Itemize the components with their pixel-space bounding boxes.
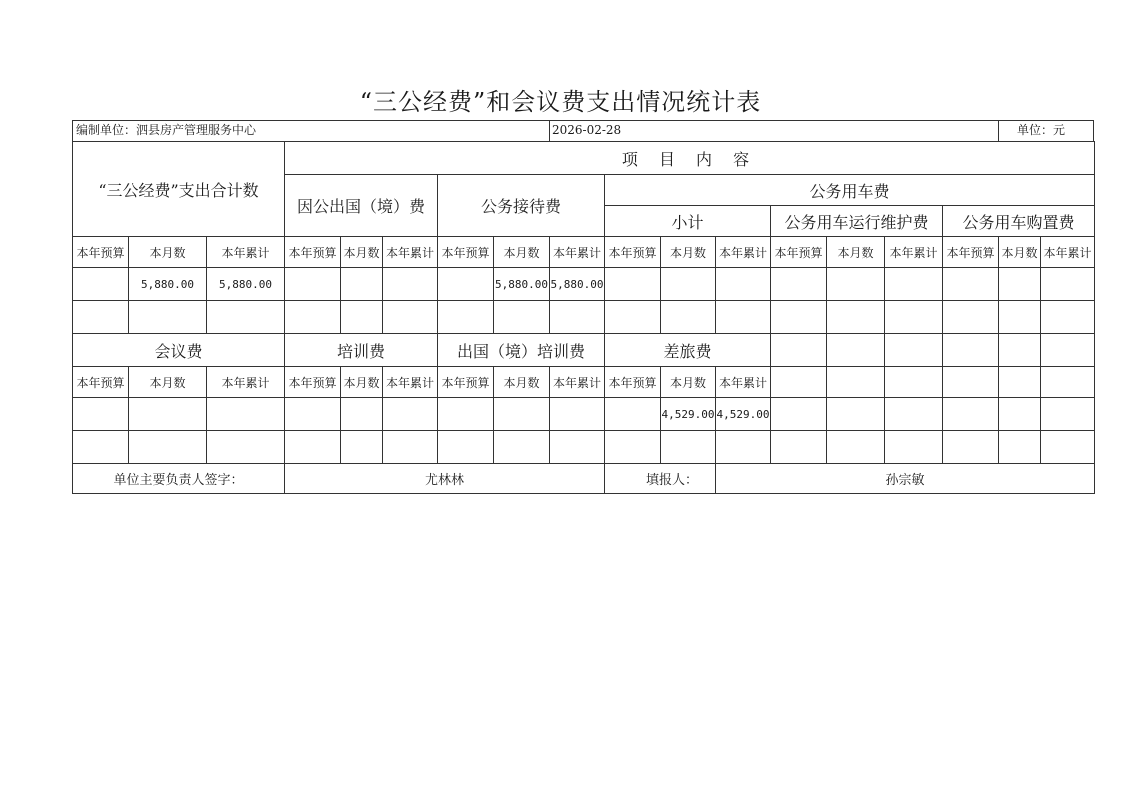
table-cell: [943, 334, 999, 367]
table-cell: [1041, 301, 1095, 334]
currency-unit: 单位：元: [1017, 123, 1066, 137]
col-month: 本月数: [494, 367, 550, 398]
col-cumulative: 本年累计: [383, 237, 438, 268]
travel-cumulative-value: 4,529.00: [716, 398, 771, 431]
table-cell: [885, 367, 943, 398]
table-cell: [661, 301, 716, 334]
col-budget: 本年预算: [438, 367, 494, 398]
table-cell: [438, 398, 494, 431]
col-cumulative: 本年累计: [207, 237, 285, 268]
col-cumulative: 本年累计: [716, 237, 771, 268]
table-cell: [207, 301, 285, 334]
col-budget: 本年预算: [285, 237, 341, 268]
table-cell: [1041, 268, 1095, 301]
table-cell: [827, 431, 885, 464]
col-month: 本月数: [129, 237, 207, 268]
table-cell: [341, 431, 383, 464]
table-cell: [73, 268, 129, 301]
table-cell: [716, 268, 771, 301]
table-cell: [285, 268, 341, 301]
table-cell: [341, 301, 383, 334]
table-cell: [827, 367, 885, 398]
meeting-header: 会议费: [73, 334, 285, 367]
col-month: 本月数: [999, 237, 1041, 268]
table-cell: [885, 301, 943, 334]
table-cell: [943, 367, 999, 398]
header-divider: [549, 120, 550, 141]
table-cell: [827, 268, 885, 301]
col-budget: 本年预算: [73, 367, 129, 398]
table-cell: [285, 398, 341, 431]
header-divider: [998, 120, 999, 141]
table-cell: [73, 398, 129, 431]
col-cumulative: 本年累计: [383, 367, 438, 398]
col-month: 本月数: [661, 367, 716, 398]
table-cell: [605, 431, 661, 464]
table-cell: [771, 301, 827, 334]
total-header: “三公经费”支出合计数: [73, 142, 285, 237]
table-cell: [341, 268, 383, 301]
total-cumulative-value: 5,880.00: [207, 268, 285, 301]
training-header: 培训费: [285, 334, 438, 367]
col-month: 本月数: [341, 367, 383, 398]
reception-cumulative-value: 5,880.00: [550, 268, 605, 301]
abroad-header: 因公出国（境）费: [285, 175, 438, 237]
table-cell: [999, 398, 1041, 431]
table-cell: [943, 431, 999, 464]
reception-month-value: 5,880.00: [494, 268, 550, 301]
col-cumulative: 本年累计: [716, 367, 771, 398]
table-cell: [341, 398, 383, 431]
table-cell: [999, 367, 1041, 398]
table-cell: [1041, 334, 1095, 367]
table-cell: [771, 334, 827, 367]
table-cell: [494, 398, 550, 431]
table-cell: [885, 398, 943, 431]
table-cell: [207, 398, 285, 431]
table-cell: [943, 268, 999, 301]
table-cell: [129, 398, 207, 431]
table-cell: [1041, 398, 1095, 431]
table-cell: [1041, 367, 1095, 398]
table-cell: [661, 431, 716, 464]
col-cumulative: 本年累计: [207, 367, 285, 398]
table-cell: [285, 431, 341, 464]
expense-table: [72, 141, 1095, 494]
col-budget: 本年预算: [73, 237, 129, 268]
reception-header: 公务接待费: [438, 175, 605, 237]
col-month: 本月数: [661, 237, 716, 268]
table-cell: [129, 431, 207, 464]
col-budget: 本年预算: [605, 237, 661, 268]
table-cell: [550, 398, 605, 431]
project-content-header: 项 目 内 容: [285, 142, 1095, 175]
table-cell: [885, 334, 943, 367]
table-cell: [885, 431, 943, 464]
table-cell: [605, 398, 661, 431]
table-cell: [1041, 431, 1095, 464]
table-cell: [383, 268, 438, 301]
col-month: 本月数: [827, 237, 885, 268]
table-cell: [885, 268, 943, 301]
col-budget: 本年预算: [438, 237, 494, 268]
table-cell: [494, 301, 550, 334]
table-cell: [827, 301, 885, 334]
total-month-value: 5,880.00: [129, 268, 207, 301]
table-cell: [716, 431, 771, 464]
travel-month-value: 4,529.00: [661, 398, 716, 431]
table-cell: [999, 268, 1041, 301]
compiling-unit: 编制单位：泗县房产管理服务中心: [76, 123, 257, 137]
table-cell: [827, 334, 885, 367]
col-budget: 本年预算: [605, 367, 661, 398]
vehicle-header: 公务用车费: [605, 175, 1095, 206]
report-date: 2026-02-28: [552, 123, 622, 137]
table-cell: [383, 431, 438, 464]
table-cell: [550, 431, 605, 464]
table-cell: [550, 301, 605, 334]
table-cell: [383, 301, 438, 334]
col-budget: 本年预算: [285, 367, 341, 398]
col-budget: 本年预算: [943, 237, 999, 268]
col-cumulative: 本年累计: [1041, 237, 1095, 268]
table-cell: [771, 431, 827, 464]
table-cell: [494, 431, 550, 464]
col-cumulative: 本年累计: [550, 237, 605, 268]
page-title: “三公经费”和会议费支出情况统计表: [359, 88, 762, 116]
vehicle-buy-header: 公务用车购置费: [943, 206, 1095, 237]
table-cell: [605, 268, 661, 301]
col-cumulative: 本年累计: [550, 367, 605, 398]
table-cell: [716, 301, 771, 334]
table-cell: [73, 431, 129, 464]
leader-name: 尤林林: [285, 464, 605, 494]
table-cell: [771, 268, 827, 301]
table-cell: [73, 301, 129, 334]
travel-header: 差旅费: [605, 334, 771, 367]
vehicle-maint-header: 公务用车运行维护费: [771, 206, 943, 237]
col-month: 本月数: [341, 237, 383, 268]
table-cell: [383, 398, 438, 431]
leader-signature-label: 单位主要负责人签字：: [73, 464, 285, 494]
table-cell: [438, 431, 494, 464]
filler-name: 孙宗敏: [716, 464, 1095, 494]
table-cell: [661, 268, 716, 301]
col-cumulative: 本年累计: [885, 237, 943, 268]
col-month: 本月数: [494, 237, 550, 268]
table-cell: [285, 301, 341, 334]
table-cell: [771, 367, 827, 398]
table-cell: [438, 268, 494, 301]
filler-label: 填报人：: [605, 464, 716, 494]
table-cell: [827, 398, 885, 431]
table-cell: [605, 301, 661, 334]
col-month: 本月数: [129, 367, 207, 398]
table-cell: [129, 301, 207, 334]
col-budget: 本年预算: [771, 237, 827, 268]
table-cell: [771, 398, 827, 431]
table-cell: [207, 431, 285, 464]
table-cell: [943, 301, 999, 334]
table-cell: [943, 398, 999, 431]
table-cell: [999, 431, 1041, 464]
table-cell: [999, 334, 1041, 367]
abroad-training-header: 出国（境）培训费: [438, 334, 605, 367]
table-cell: [999, 301, 1041, 334]
subtotal-header: 小计: [605, 206, 771, 237]
table-cell: [438, 301, 494, 334]
